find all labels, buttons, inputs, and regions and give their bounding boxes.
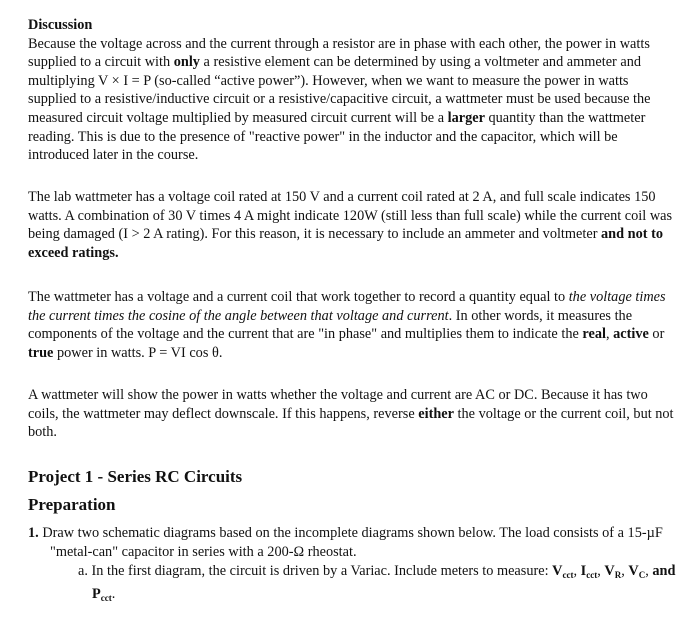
p3-italic: the voltage times the current times the cosine of the angle between that voltage and current <box>28 289 666 324</box>
p3-text-c: power in watts. P = VI cos θ. <box>53 344 223 361</box>
p1-bold-only: only <box>173 54 200 71</box>
discussion-heading: Discussion <box>28 17 93 33</box>
discussion-paragraph-4 <box>28 386 678 442</box>
p4-bold-either: either <box>418 405 454 422</box>
meter-icct: $I_{cct}$ <box>580 563 598 580</box>
p3-comma: , <box>605 326 614 343</box>
p3-bold-active: active <box>613 326 649 343</box>
meter-vcct: $V_{cct}$ <box>552 563 574 580</box>
discussion-paragraph-1 <box>28 35 678 165</box>
item1-text: Draw two schematic diagrams based on the incomplete diagrams shown below. The load consists of a 15-µF "metal-can" capacitor in series with a 200-Ω rheostat. <box>42 525 663 560</box>
prep-item-1a: a. In the first diagram, the circuit is driven by a Variac. Include meters to measure: $V_{cct}$, $I_{cct}$, $V_R$, $V_C$, and $P_{cct}$. <box>78 563 676 603</box>
project-title: Project 1 - Series RC Circuits <box>28 467 243 486</box>
p1-bold-larger: larger <box>447 109 485 126</box>
p3-or: or <box>648 326 665 343</box>
p1-text-c: quantity than the wattmeter reading. This is due to the presence of "reactive power" in the inductor and the capacitor, which will be introduced later in the course. <box>28 109 646 164</box>
meter-vc: $V_C$ <box>628 563 646 580</box>
p3-bold-true: true <box>28 344 54 361</box>
p4-text-a: A wattmeter will show the power in watts whether the voltage and current are AC or DC. Because it has two coils, the wattmeter may deflect downscale. If this happens, reverse <box>28 387 648 422</box>
discussion-paragraph-2 <box>28 188 678 262</box>
p3-text-a: The wattmeter has a voltage and a current coil that work together to record a quantity equal to <box>28 289 569 305</box>
p4-text-b: the voltage or the current coil, but not both. <box>28 405 674 441</box>
meter-pcct: $P_{cct}$ <box>92 585 112 603</box>
item1-number: 1. <box>28 525 39 541</box>
preparation-heading: Preparation <box>28 495 116 514</box>
prep-item-1 <box>28 524 700 561</box>
itema-text: In the first diagram, the circuit is driven by a Variac. Include meters to measure: <box>91 563 553 579</box>
p3-text-b: . In other words, it measures the components of the voltage and the current that are "in phase" and multiplies them to indicate the <box>28 307 633 343</box>
meter-vr: $V_R$ <box>604 563 622 580</box>
discussion-section <box>28 16 678 165</box>
discussion-paragraph-3 <box>28 288 678 362</box>
p1-text-a: Because the voltage across and the current through a resistor are in phase with each other, the power in watts supplied to a circuit with <box>28 35 650 71</box>
p2-text: The lab wattmeter has a voltage coil rated at 150 V and a current coil rated at 2 A, and full scale indicates 150 watts. A combination of 30 V times 4 A might indicate 120W (still less than full scale) while the current coil was being damaged (I > 2 A rating). For this reason, it is necessary to include an ammeter and voltmeter <box>28 189 673 243</box>
meter-and: and <box>652 563 676 579</box>
p3-bold-real: real <box>582 326 606 343</box>
itema-label: a. <box>78 563 88 579</box>
p2-bold: and not to exceed ratings. <box>28 226 664 261</box>
p1-text-b: a resistive element can be determined by using a voltmeter and ammeter and multiplying V × I = P (so-called “active power”). However, when we want to measure the power in watts supplied to a resistive/inductive circuit or a resistive/capacitive circuit, a wattmeter must be used because the measured circuit voltage multiplied by measured circuit current will be a <box>28 54 651 126</box>
